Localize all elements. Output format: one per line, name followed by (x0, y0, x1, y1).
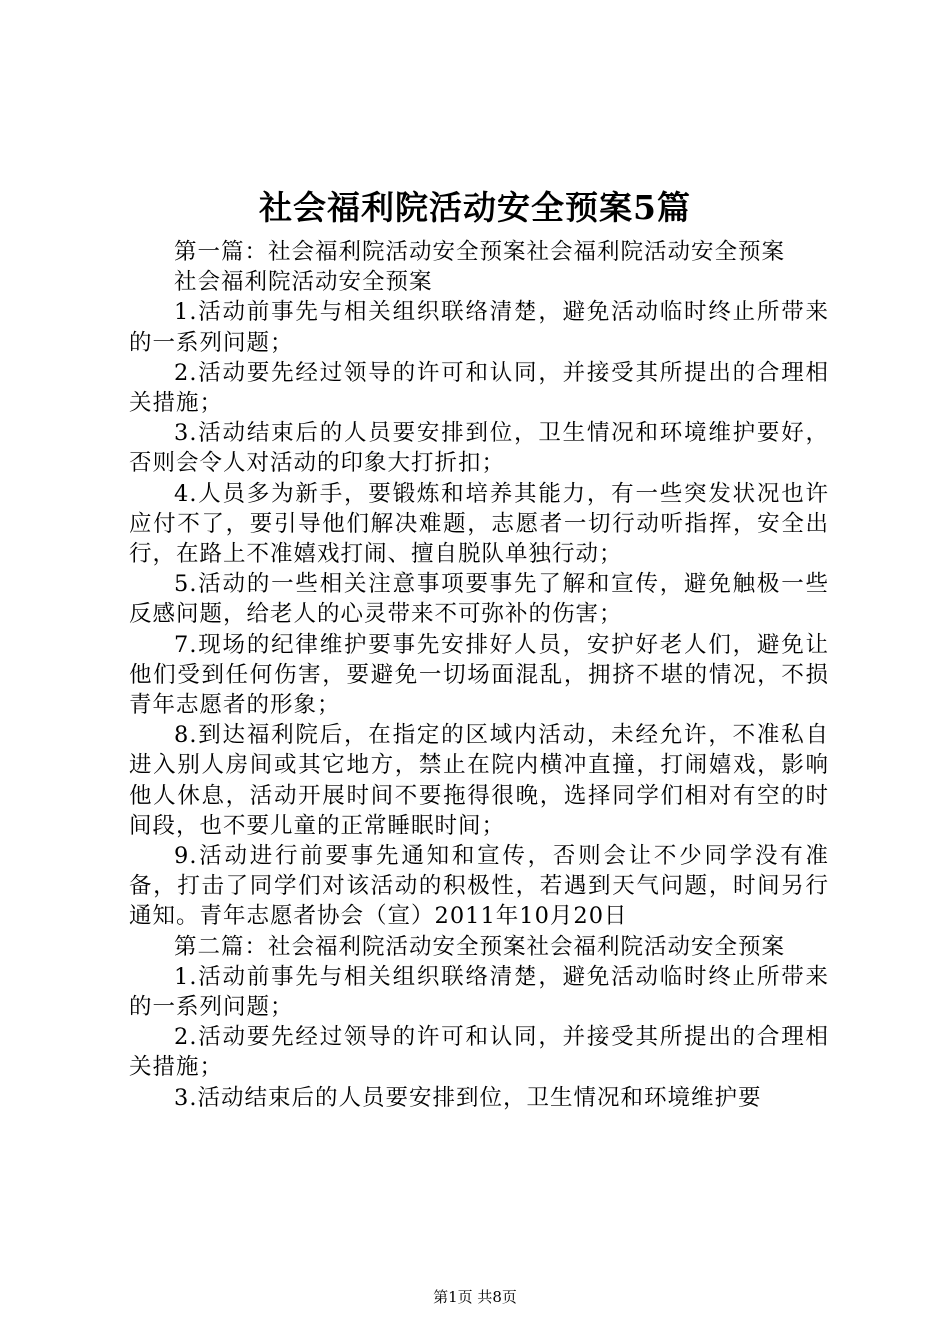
paragraph: 4.人员多为新手，要锻炼和培养其能力，有一些突发状况也许应付不了，要引导他们解决难题，志愿者一切行动听指挥，安全出行，在路上不准嬉戏打闹、擅自脱队单独行动； (129, 480, 829, 568)
paragraph: 7.现场的纪律维护要事先安排好人员，安护好老人们，避免让他们受到任何伤害，要避免一切场面混乱，拥挤不堪的情况，不损青年志愿者的形象； (129, 631, 829, 719)
paragraph: 1.活动前事先与相关组织联络清楚，避免活动临时终止所带来的一系列问题； (129, 299, 829, 356)
paragraph: 3.活动结束后的人员要安排到位，卫生情况和环境维护要 (174, 1084, 762, 1111)
document-title: 社会福利院活动安全预案5篇 (259, 188, 691, 227)
document-body (129, 237, 829, 1113)
paragraph: 3.活动结束后的人员要安排到位，卫生情况和环境维护要好，否则会令人对活动的印象大打折扣； (129, 420, 829, 477)
paragraph: 1.活动前事先与相关组织联络清楚，避免活动临时终止所带来的一系列问题； (129, 963, 829, 1021)
paragraph: 2.活动要先经过领导的许可和认同，并接受其所提出的合理相关措施； (129, 359, 829, 417)
paragraph: 第一篇：社会福利院活动安全预案社会福利院活动安全预案 (174, 239, 786, 265)
paragraph: 8.到达福利院后，在指定的区域内活动，未经允许，不准私自进入别人房间或其它地方，禁止在院内横冲直撞，打闹嬉戏，影响他人休息，活动开展时间不要拖得很晚，选择同学们相对有空的时间段，也不要儿童的正常睡眠时间； (129, 722, 829, 839)
paragraph: 9.活动进行前要事先通知和宣传，否则会让不少同学没有准备，打击了同学们对该活动的积极性，若遇到天气问题，时间另行通知。青年志愿者协会（宣）2011年10月20日 (129, 843, 829, 930)
paragraph: 2.活动要先经过领导的许可和认同，并接受其所提出的合理相关措施； (129, 1024, 829, 1081)
paragraph: 第二篇：社会福利院活动安全预案社会福利院活动安全预案 (174, 933, 786, 960)
page-footer: 第1页 共8页 (433, 1288, 517, 1306)
paragraph: 5.活动的一些相关注意事项要事先了解和宣传，避免触极一些反感问题，给老人的心灵带来不可弥补的伤害； (129, 571, 829, 628)
paragraph: 社会福利院活动安全预案 (174, 269, 433, 296)
